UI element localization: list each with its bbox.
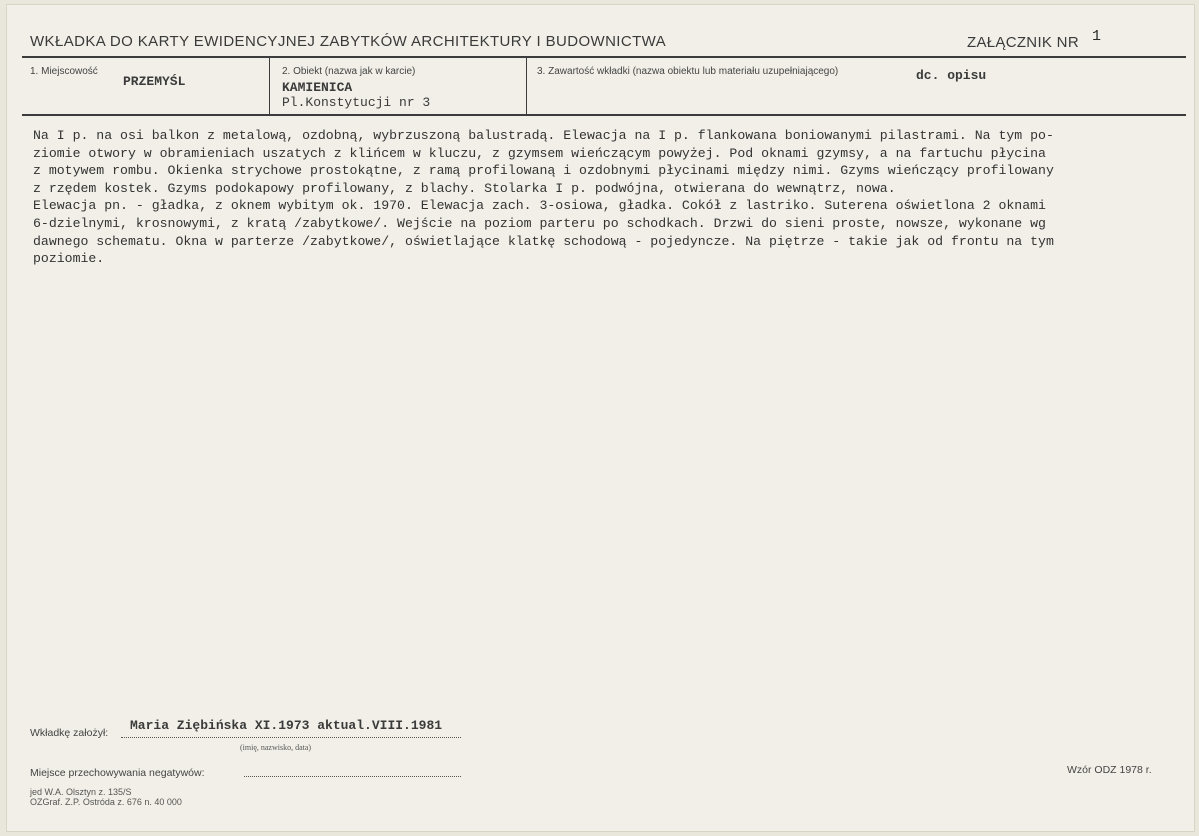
- author-label: Wkładkę założył:: [30, 727, 109, 739]
- print-info-line-2: OZGraf. Z.P. Ostróda z. 676 n. 40 000: [30, 797, 182, 807]
- content-value: dc. opisu: [916, 68, 987, 83]
- description-line: z motywem rombu. Okienka strychowe prostokątne, z ramą profilowaną i ozdobnymi płycinami między nimi. Gzyms wieńczący profilowany: [33, 163, 1054, 179]
- attachment-label: ZAŁĄCZNIK NR: [967, 34, 1079, 51]
- locality-value: PRZEMYŚL: [123, 74, 186, 89]
- locality-label: 1. Miejscowość: [30, 66, 98, 77]
- form-title: WKŁADKA DO KARTY EWIDENCYJNEJ ZABYTKÓW ARCHITEKTURY I BUDOWNICTWA: [30, 33, 667, 50]
- description-line: 6-dzielnymi, krosnowymi, z kratą /zabytkowe/. Wejście na poziom parteru po schodkach. Drzwi do sieni proste, nowsze, wykonane wg: [33, 215, 1046, 231]
- attachment-number: 1: [1092, 28, 1102, 45]
- description-line: z rzędem kostek. Gzyms podokapowy profilowany, z blachy. Stolarka I p. podwójna, otwierana do wewnątrz, nowa.: [33, 180, 896, 196]
- object-name: KAMIENICA: [282, 80, 353, 95]
- description-line: poziomie.: [33, 251, 105, 267]
- description-line: Elewacja pn. - gładka, z oknem wybitym ok. 1970. Elewacja zach. 3-osiowa, gładka. Cokół z lastriko. Suterena oświetlona 2 oknami: [33, 198, 1046, 214]
- author-caption: (imię, nazwisko, data): [240, 743, 312, 752]
- author-dotted-line: [121, 737, 461, 738]
- description-text: [33, 127, 1183, 268]
- description-line: ziomie otwory w obramieniach uszatych z klińcem w kluczu, z gzymsem wieńczącym powyżej. Pod oknami gzymsy, a na fartuchu płycina: [33, 145, 1046, 161]
- header-bottom-rule: [22, 114, 1186, 116]
- author-value: Maria Ziębińska XI.1973 aktual.VIII.1981: [130, 718, 443, 733]
- negatives-label: Miejsce przechowywania negatywów:: [30, 767, 205, 779]
- record-card: [6, 4, 1195, 832]
- content-label: 3. Zawartość wkładki (nazwa obiektu lub materiału uzupełniającego): [537, 66, 839, 77]
- header-top-rule: [22, 56, 1186, 58]
- print-info-line-1: jed W.A. Olsztyn z. 135/S: [30, 787, 132, 797]
- field-divider-2: [526, 58, 527, 114]
- negatives-dotted-line: [244, 776, 461, 777]
- object-label: 2. Obiekt (nazwa jak w karcie): [282, 66, 416, 77]
- object-address: Pl.Konstytucji nr 3: [282, 95, 431, 110]
- template-number: Wzór ODZ 1978 r.: [1067, 764, 1152, 776]
- description-line: dawnego schematu. Okna w parterze /zabytkowe/, oświetlające klatkę schodową - pojedyncze. Na piętrze - takie jak od frontu na tym: [33, 233, 1054, 249]
- field-divider-1: [269, 58, 270, 114]
- description-line: Na I p. na osi balkon z metalową, ozdobną, wybrzuszoną balustradą. Elewacja na I p. flankowana boniowanymi pilastrami. Na tym po-: [33, 128, 1054, 143]
